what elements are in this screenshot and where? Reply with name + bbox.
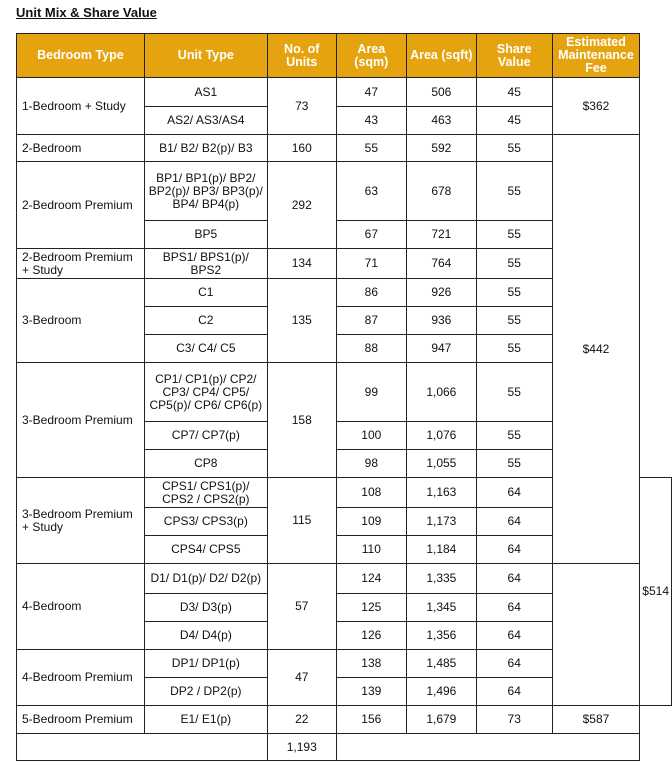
unit-type-cell: D4/ D4(p) [144,622,267,650]
table-row [17,135,672,162]
maintenance-fee-cell: $362 [552,78,640,135]
area-sqft-cell: 1,356 [406,622,476,650]
total-blank-cell [336,734,640,761]
total-units-cell: 1,193 [267,734,336,761]
area-sqm-cell: 55 [336,135,406,162]
unit-type-cell: CPS1/ CPS1(p)/ CPS2 / CPS2(p) [144,478,267,508]
bedroom-type-cell: 3-Bedroom Premium + Study [17,478,145,564]
bedroom-type-cell: 2-Bedroom Premium [17,162,145,249]
no-of-units-cell: 73 [267,78,336,135]
area-sqm-cell: 87 [336,307,406,335]
area-sqft-cell: 1,345 [406,594,476,622]
bedroom-type-cell: 1-Bedroom + Study [17,78,145,135]
table-row [17,78,672,107]
bedroom-type-cell: 3-Bedroom Premium [17,363,145,478]
area-sqm-cell: 86 [336,279,406,307]
share-value-cell: 55 [476,279,552,307]
unit-type-cell: AS2/ AS3/AS4 [144,107,267,135]
share-value-cell: 55 [476,135,552,162]
area-sqm-cell: 125 [336,594,406,622]
no-of-units-cell: 47 [267,650,336,706]
unit-type-cell: BP5 [144,221,267,249]
share-value-cell: 55 [476,162,552,221]
unit-type-cell: B1/ B2/ B2(p)/ B3 [144,135,267,162]
page-title: Unit Mix & Share Value [16,5,157,20]
area-sqm-cell: 126 [336,622,406,650]
area-sqft-cell: 926 [406,279,476,307]
header-unit-type: Unit Type [144,34,267,78]
area-sqft-cell: 721 [406,221,476,249]
table-row [17,564,672,594]
area-sqm-cell: 47 [336,78,406,107]
area-sqm-cell: 124 [336,564,406,594]
table-row [17,706,672,734]
share-value-cell: 64 [476,508,552,536]
area-sqft-cell: 764 [406,249,476,279]
area-sqm-cell: 98 [336,450,406,478]
maintenance-fee-cell: $442 [552,135,640,564]
header-area-sqm: Area (sqm) [336,34,406,78]
unit-type-cell: C2 [144,307,267,335]
share-value-cell: 64 [476,564,552,594]
area-sqft-cell: 1,055 [406,450,476,478]
table-row [17,650,672,678]
share-value-cell: 64 [476,594,552,622]
unit-type-cell: C1 [144,279,267,307]
bedroom-type-cell: 3-Bedroom [17,279,145,363]
no-of-units-cell: 115 [267,478,336,564]
area-sqft-cell: 1,173 [406,508,476,536]
share-value-cell: 64 [476,622,552,650]
header-bedroom-type: Bedroom Type [17,34,145,78]
area-sqft-cell: 1,335 [406,564,476,594]
unit-type-cell: C3/ C4/ C5 [144,335,267,363]
share-value-cell: 55 [476,422,552,450]
area-sqm-cell: 108 [336,478,406,508]
share-value-cell: 55 [476,450,552,478]
area-sqm-cell: 100 [336,422,406,450]
area-sqft-cell: 678 [406,162,476,221]
unit-type-cell: D1/ D1(p)/ D2/ D2(p) [144,564,267,594]
area-sqft-cell: 592 [406,135,476,162]
area-sqft-cell: 936 [406,307,476,335]
header-maintenance-fee: Estimated Maintenance Fee [552,34,640,78]
no-of-units-cell: 135 [267,279,336,363]
share-value-cell: 64 [476,536,552,564]
area-sqft-cell: 1,679 [406,706,476,734]
header-no-of-units: No. of Units [267,34,336,78]
bedroom-type-cell: 5-Bedroom Premium [17,706,145,734]
share-value-cell: 45 [476,78,552,107]
bedroom-type-cell: 4-Bedroom [17,564,145,650]
unit-type-cell: CP1/ CP1(p)/ CP2/ CP3/ CP4/ CP5/ CP5(p)/ CP6/ CP6(p) [144,363,267,422]
unit-mix-table [16,33,672,761]
share-value-cell: 64 [476,478,552,508]
share-value-cell: 55 [476,249,552,279]
area-sqft-cell: 1,163 [406,478,476,508]
bedroom-type-cell: 4-Bedroom Premium [17,650,145,706]
area-sqft-cell: 463 [406,107,476,135]
no-of-units-cell: 292 [267,162,336,249]
share-value-cell: 45 [476,107,552,135]
unit-type-cell: DP2 / DP2(p) [144,678,267,706]
total-row [17,734,672,761]
area-sqft-cell: 1,076 [406,422,476,450]
header-row [17,34,672,78]
area-sqm-cell: 63 [336,162,406,221]
no-of-units-cell: 134 [267,249,336,279]
maintenance-fee-cell: $514 [640,478,672,706]
no-of-units-cell: 160 [267,135,336,162]
area-sqm-cell: 110 [336,536,406,564]
area-sqm-cell: 43 [336,107,406,135]
bedroom-type-cell: 2-Bedroom [17,135,145,162]
area-sqm-cell: 139 [336,678,406,706]
area-sqft-cell: 1,485 [406,650,476,678]
unit-type-cell: CP7/ CP7(p) [144,422,267,450]
area-sqm-cell: 109 [336,508,406,536]
unit-type-cell: CP8 [144,450,267,478]
header-area-sqft: Area (sqft) [406,34,476,78]
share-value-cell: 73 [476,706,552,734]
unit-type-cell: E1/ E1(p) [144,706,267,734]
share-value-cell: 55 [476,221,552,249]
unit-type-cell: D3/ D3(p) [144,594,267,622]
share-value-cell: 64 [476,650,552,678]
area-sqft-cell: 1,066 [406,363,476,422]
area-sqm-cell: 156 [336,706,406,734]
no-of-units-cell: 158 [267,363,336,478]
share-value-cell: 55 [476,335,552,363]
area-sqft-cell: 1,184 [406,536,476,564]
unit-type-cell: DP1/ DP1(p) [144,650,267,678]
area-sqm-cell: 88 [336,335,406,363]
no-of-units-cell: 22 [267,706,336,734]
total-label-cell [17,734,268,761]
area-sqm-cell: 67 [336,221,406,249]
area-sqm-cell: 138 [336,650,406,678]
unit-type-cell: AS1 [144,78,267,107]
unit-type-cell: BPS1/ BPS1(p)/ BPS2 [144,249,267,279]
area-sqm-cell: 71 [336,249,406,279]
share-value-cell: 55 [476,307,552,335]
bedroom-type-cell: 2-Bedroom Premium + Study [17,249,145,279]
unit-type-cell: CPS4/ CPS5 [144,536,267,564]
unit-type-cell: CPS3/ CPS3(p) [144,508,267,536]
share-value-cell: 55 [476,363,552,422]
maintenance-fee-cell: $587 [552,706,640,734]
area-sqft-cell: 506 [406,78,476,107]
no-of-units-cell: 57 [267,564,336,650]
unit-type-cell: BP1/ BP1(p)/ BP2/ BP2(p)/ BP3/ BP3(p)/ BP4/ BP4(p) [144,162,267,221]
area-sqft-cell: 1,496 [406,678,476,706]
area-sqm-cell: 99 [336,363,406,422]
area-sqft-cell: 947 [406,335,476,363]
header-share-value: Share Value [476,34,552,78]
share-value-cell: 64 [476,678,552,706]
